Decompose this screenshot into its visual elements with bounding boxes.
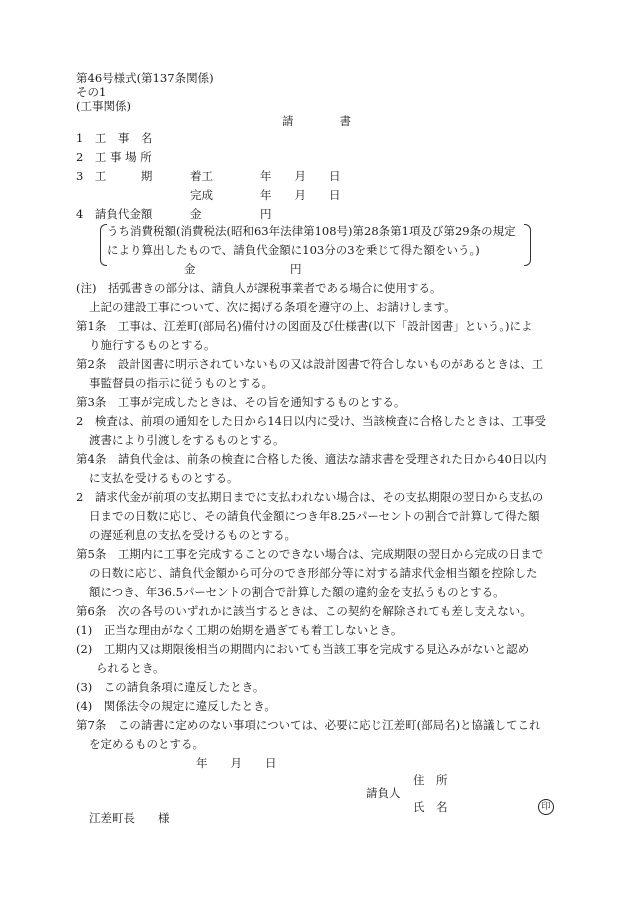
field-period-label: 3 工 期	[76, 169, 153, 183]
article-line: 日までの日数に応じ、その請負代金額につき年8.25パーセントの割合で計算して得た額	[89, 509, 540, 523]
tax-note-line-2: により算出したもので、請負代金額に103分の3を乗じて得た額をいう。)	[107, 243, 480, 257]
addressee: 江差町長 様	[89, 811, 170, 825]
footer-date: 年 月 日	[196, 756, 277, 770]
article-line: を定めるものとする。	[89, 737, 204, 751]
article-line: 渡書により引渡しをするものとする。	[89, 433, 285, 447]
field-contract-amount-label: 4 請負代金額	[76, 207, 153, 221]
field-contract-amount-yen: 円	[260, 207, 272, 221]
article-line: 額につき、年36.5パーセントの割合で計算した額の違約金を支払うものとする。	[89, 585, 505, 599]
field-construction-site: 2 工 事 場 所	[76, 150, 152, 164]
article-line: り施行するものとする。	[89, 338, 216, 352]
article-line: 事監督員の指示に従うものとする。	[89, 376, 273, 390]
field-period-start-date: 年 月 日	[260, 169, 341, 183]
field-period-end: 完成	[190, 188, 213, 202]
article-line: 第2条 設計図書に明示されていないもの又は設計図書で符合しないものがあるときは、工	[76, 357, 544, 371]
article-line: 2 検査は、前項の通知をした日から14日以内に受け、当該検査に合格したときは、工事受	[76, 414, 546, 428]
article-line: の遅延利息の支払を受けるものとする。	[89, 528, 296, 542]
field-period-start: 着工	[190, 169, 213, 183]
article-line: の日数に応じ、請負代金額から可分のでき形部分等に対する請求代金相当額を控除した	[89, 566, 538, 580]
article-line: 2 請求代金が前項の支払期日までに支払われない場合は、その支払期限の翌日から支払の	[76, 490, 544, 504]
article-line: (2) 工期内又は期限後相当の期間内においても当該工事を完成する見込みがないと認め	[76, 642, 530, 656]
form-number: 第46号様式(第137条関係)	[76, 71, 214, 85]
tax-note-line-1: うち消費税額(消費税法(昭和63年法律第108号)第28条第1項及び第29条の規定	[107, 224, 516, 238]
note: (注) 括弧書きの部分は、請負人が課税事業者である場合に使用する。	[76, 281, 442, 295]
article-line: (3) この請負条項に違反したとき。	[76, 680, 265, 694]
seal-mark: 印	[538, 799, 554, 815]
tax-amount-yen: 円	[290, 262, 302, 276]
article-line: (1) 正当な理由がなく工期の始期を過ぎても着工しないとき。	[76, 623, 403, 637]
field-contract-amount-kin: 金	[190, 207, 202, 221]
intro: 上記の建設工事について、次に掲げる条項を遵守の上、お請けします。	[89, 300, 456, 314]
article-line: に支払を受けるものとする。	[89, 471, 239, 485]
article-line: 第5条 工期内に工事を完成することのできない場合は、完成期限の翌日から完成の日まで	[76, 547, 544, 561]
form-category: (工事関係)	[76, 99, 131, 113]
field-period-end-date: 年 月 日	[260, 188, 341, 202]
form-part: その1	[76, 85, 107, 99]
article-line: 第1条 工事は、江差町(部局名)備付けの図面及び仕様書(以下「設計図書」という。)によ	[76, 319, 533, 333]
contractor-label: 請負人	[366, 786, 401, 800]
article-line: 第4条 請負代金は、前条の検査に合格した後、適法な請求書を受理された日から40日以内	[76, 452, 547, 466]
tax-amount-kin: 金	[184, 262, 196, 276]
article-line: 第3条 工事が完成したときは、その旨を通知するものとする。	[76, 395, 406, 409]
article-line: 第6条 次の各号のいずれかに該当するときは、この契約を解除されても差し支えない。	[76, 604, 532, 618]
article-line: 第7条 この請書に定めのない事項については、必要に応じ江差町(部局名)と協議してこれ	[76, 718, 541, 732]
tax-bracket-right	[524, 224, 531, 266]
article-line: られるとき。	[96, 661, 165, 675]
tax-bracket-left	[100, 224, 107, 266]
page-title: 請 書	[282, 114, 351, 128]
article-line: (4) 関係法令の規定に違反したとき。	[76, 699, 276, 713]
address-label: 住 所	[413, 773, 448, 787]
field-construction-name: 1 工 事 名	[76, 131, 153, 145]
name-label: 氏 名	[413, 800, 448, 814]
